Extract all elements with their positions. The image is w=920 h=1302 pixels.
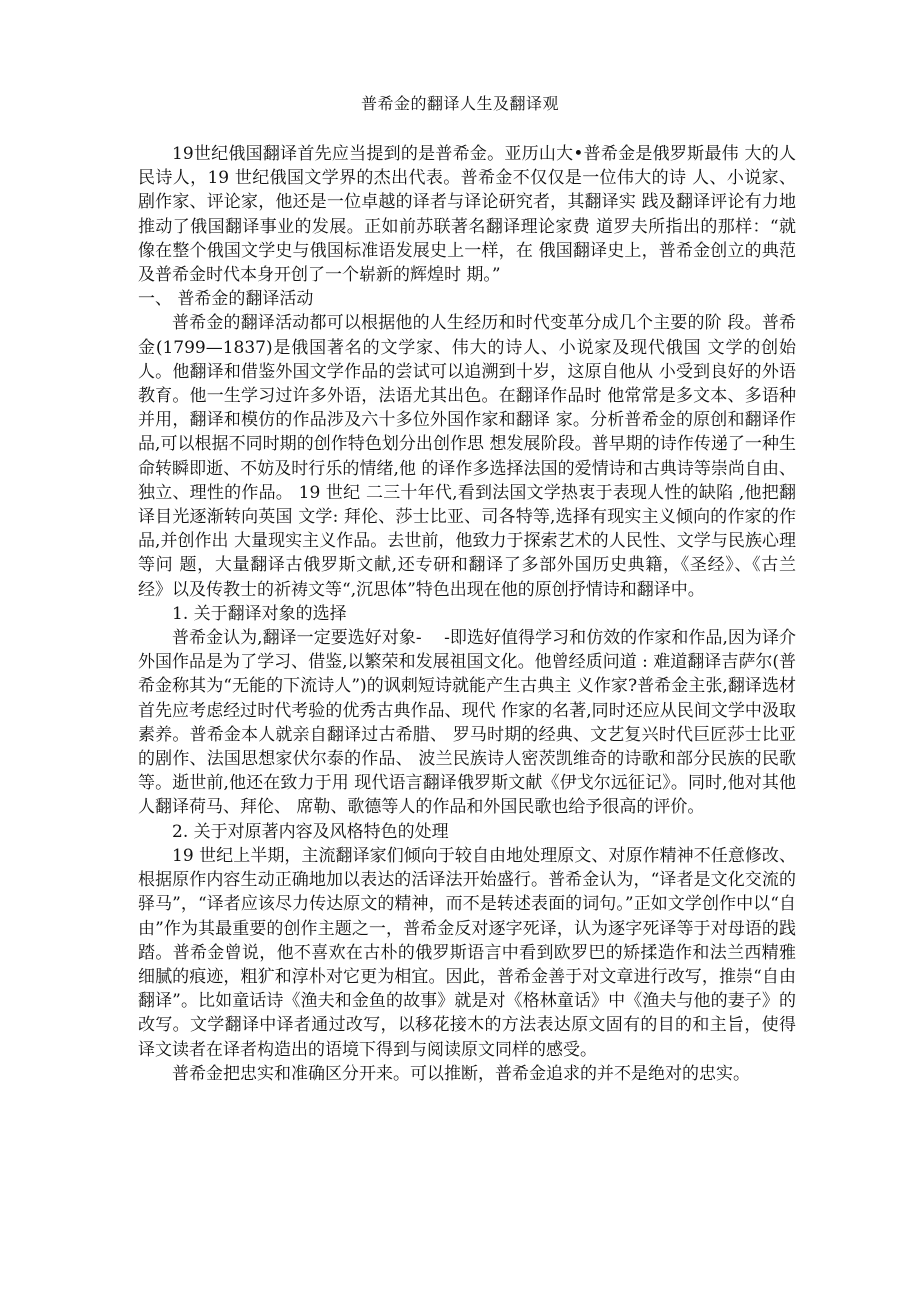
paragraph-content-style: 19 世纪上半期，主流翻译家们倾向于较自由地处理原文、对原作精神不任意修改、根据原作内容生动正确地加以表达的活译法开始盛行。普希金认为，“译者是文化交流的驿马”，“译者应该尽力传达原文的精神，而不是转述表面的词句。”正如文学创作中以“自由”作为其最重要的创作主题之一，普希金反对逐字死译，认为逐字死译等于对母语的践踏。普希金曾说，他不喜欢在古朴的俄罗斯语言中看到欧罗巴的矫揉造作和法兰西精雅细腻的痕迹，粗犷和淳朴对它更为相宜。因此，普希金善于对文章进行改写，推崇“自由翻译”。比如童话诗《渔夫和金鱼的故事》就是对《格林童话》中《渔夫与他的妻子》的改写。文学翻译中译者通过改写，以移花接木的方法表达原文固有的目的和主旨，使得译文读者在译者构造出的语境下得到与阅读原文同样的感受。: [138, 845, 796, 1060]
paragraph-translation-activities: 普希金的翻译活动都可以根据他的人生经历和时代变革分成几个主要的阶 段。普希金(1799—1837)是俄国著名的文学家、伟大的诗人、小说家及现代俄国 文学的创始人。他翻译和借鉴外国文学作品的尝试可以追溯到十岁，这原自他从 小受到良好的外语教育。他一生学习过许多外语，法语尤其出色。在翻译作品时 他常常是多文本、多语种并用，翻译和模仿的作品涉及六十多位外国作家和翻译 家。分析普希金的原创和翻译作品,可以根据不同时期的创作特色划分出创作思 想发展阶段。普早期的诗作传递了一种生命转瞬即逝、不妨及时行乐的情绪,他 的译作多选择法国的爱情诗和古典诗等崇尚自由、独立、理性的作品。 19 世纪 二三十年代,看到法国文学热衷于表现人性的缺陷 ,他把翻译目光逐渐转向英国 文学: 拜伦、莎士比亚、司各特等,选择有现实主义倾向的作家的作品,并创作出 大量现实主义作品。去世前，他致力于探索艺术的人民性、文学与民族心理等问 题，大量翻译古俄罗斯文献,还专研和翻译了多部外国历史典籍，《圣经》、《古兰 经》以及传教士的祈祷文等“,沉思体”特色出现在他的原创抒情诗和翻译中。: [138, 313, 796, 600]
paragraph-faithfulness: 普希金把忠实和准确区分开来。可以推断，普希金追求的并不是绝对的忠实。: [172, 1063, 750, 1084]
paragraph-object-selection: 普希金认为,翻译一定要选好对象- -即选好值得学习和仿效的作家和作品,因为译介外国作品是为了学习、借鉴,以繁荣和发展祖国文化。他曾经质问道 : 难道翻译吉萨尔(普希金称其为“无能的下流诗人”)的讽刺短诗就能产生古典主 义作家?普希金主张,翻译选材首先应考虑经过时代考验的优秀古典作品、现代 作家的名著,同时还应从民间文学中汲取素养。普希金本人就亲自翻译过古希腊、 罗马时期的经典、文艺复兴时代巨匠莎士比亚的剧作、法国思想家伏尔泰的作品、 波兰民族诗人密茨凯维奇的诗歌和部分民族的民歌等。逝世前,他还在致力于用 现代语言翻译俄罗斯文献《伊戈尔远征记》。同时,他对其他人翻译荷马、拜伦、 席勒、歌德等人的作品和外国民歌也给予很高的评价。: [138, 628, 796, 818]
paragraph-intro: 19世纪俄国翻译首先应当提到的是普希金。亚历山大•普希金是俄罗斯最伟 大的人民诗人，19 世纪俄国文学界的杰出代表。普希金不仅仅是一位伟大的诗 人、小说家、剧作家、评论家，他还是一位卓越的译者与译论研究者，其翻译实 践及翻译评论有力地推动了俄国翻译事业的发展。正如前苏联著名翻译理论家费 道罗夫所指出的那样：“就像在整个俄国文学史与俄国标准语发展史上一样，在 俄国翻译史上，普希金创立的典范及普希金时代本身开创了一个崭新的辉煌时 期。”: [138, 144, 796, 286]
subsection-heading-1: 1. 关于翻译对象的选择: [172, 603, 347, 624]
section-heading-1: 一、 普希金的翻译活动: [138, 289, 314, 310]
subsection-heading-2: 2. 关于对原著内容及风格特色的处理: [172, 821, 449, 842]
document-title: 普希金的翻译人生及翻译观: [360, 94, 559, 113]
document-body: [138, 142, 796, 1086]
